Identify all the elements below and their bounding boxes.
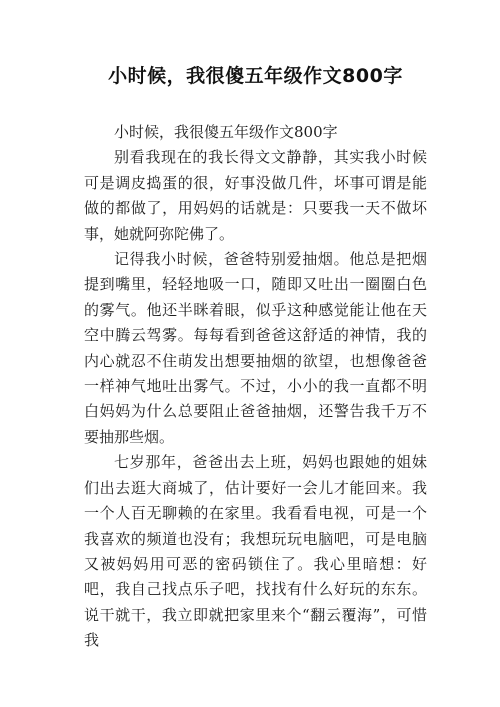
paragraph: 别看我现在的我长得文文静静，其实我小时候可是调皮捣蛋的很，好事没做几件，坏事可谓是能做的都做了，用妈妈的话就是：只要我一天不做坏事，她就阿弥陀佛了。 [84,148,427,243]
document-title: 小时候，我很傻五年级作文800字 [108,65,403,87]
paragraph: 记得我小时候，爸爸特别爱抽烟。他总是把烟提到嘴里，轻轻地吸一口，随即又吐出一圈圈白色的雾气。他还半眯着眼，似乎这种感觉能让他在天空中腾云驾雾。每每看到爸爸这舒适的神情，我的内心就忍不住萌发出想要抽烟的欲望，也想像爸爸一样神气地吐出雾气。不过，小小的我一直都不明白妈妈为什么总要阻止爸爸抽烟，还警告我千万不要抽那些烟。 [84,250,427,446]
paragraph: 小时候，我很傻五年级作文800字 [114,123,338,141]
document-body [84,120,427,654]
paragraph: 七岁那年，爸爸出去上班，妈妈也跟她的姐妹们出去逛大商城了，估计要好一会儿才能回来。我一个人百无聊赖的在家里。我看看电视，可是一个我喜欢的频道也没有；我想玩玩电脑吧，可是电脑又被妈妈用可恶的密码锁住了。我心里暗想：好吧，我自己找点乐子吧，找找有什么好玩的东东。说干就干，我立即就把家里来个“翻云覆海”，可惜我 [84,453,427,650]
